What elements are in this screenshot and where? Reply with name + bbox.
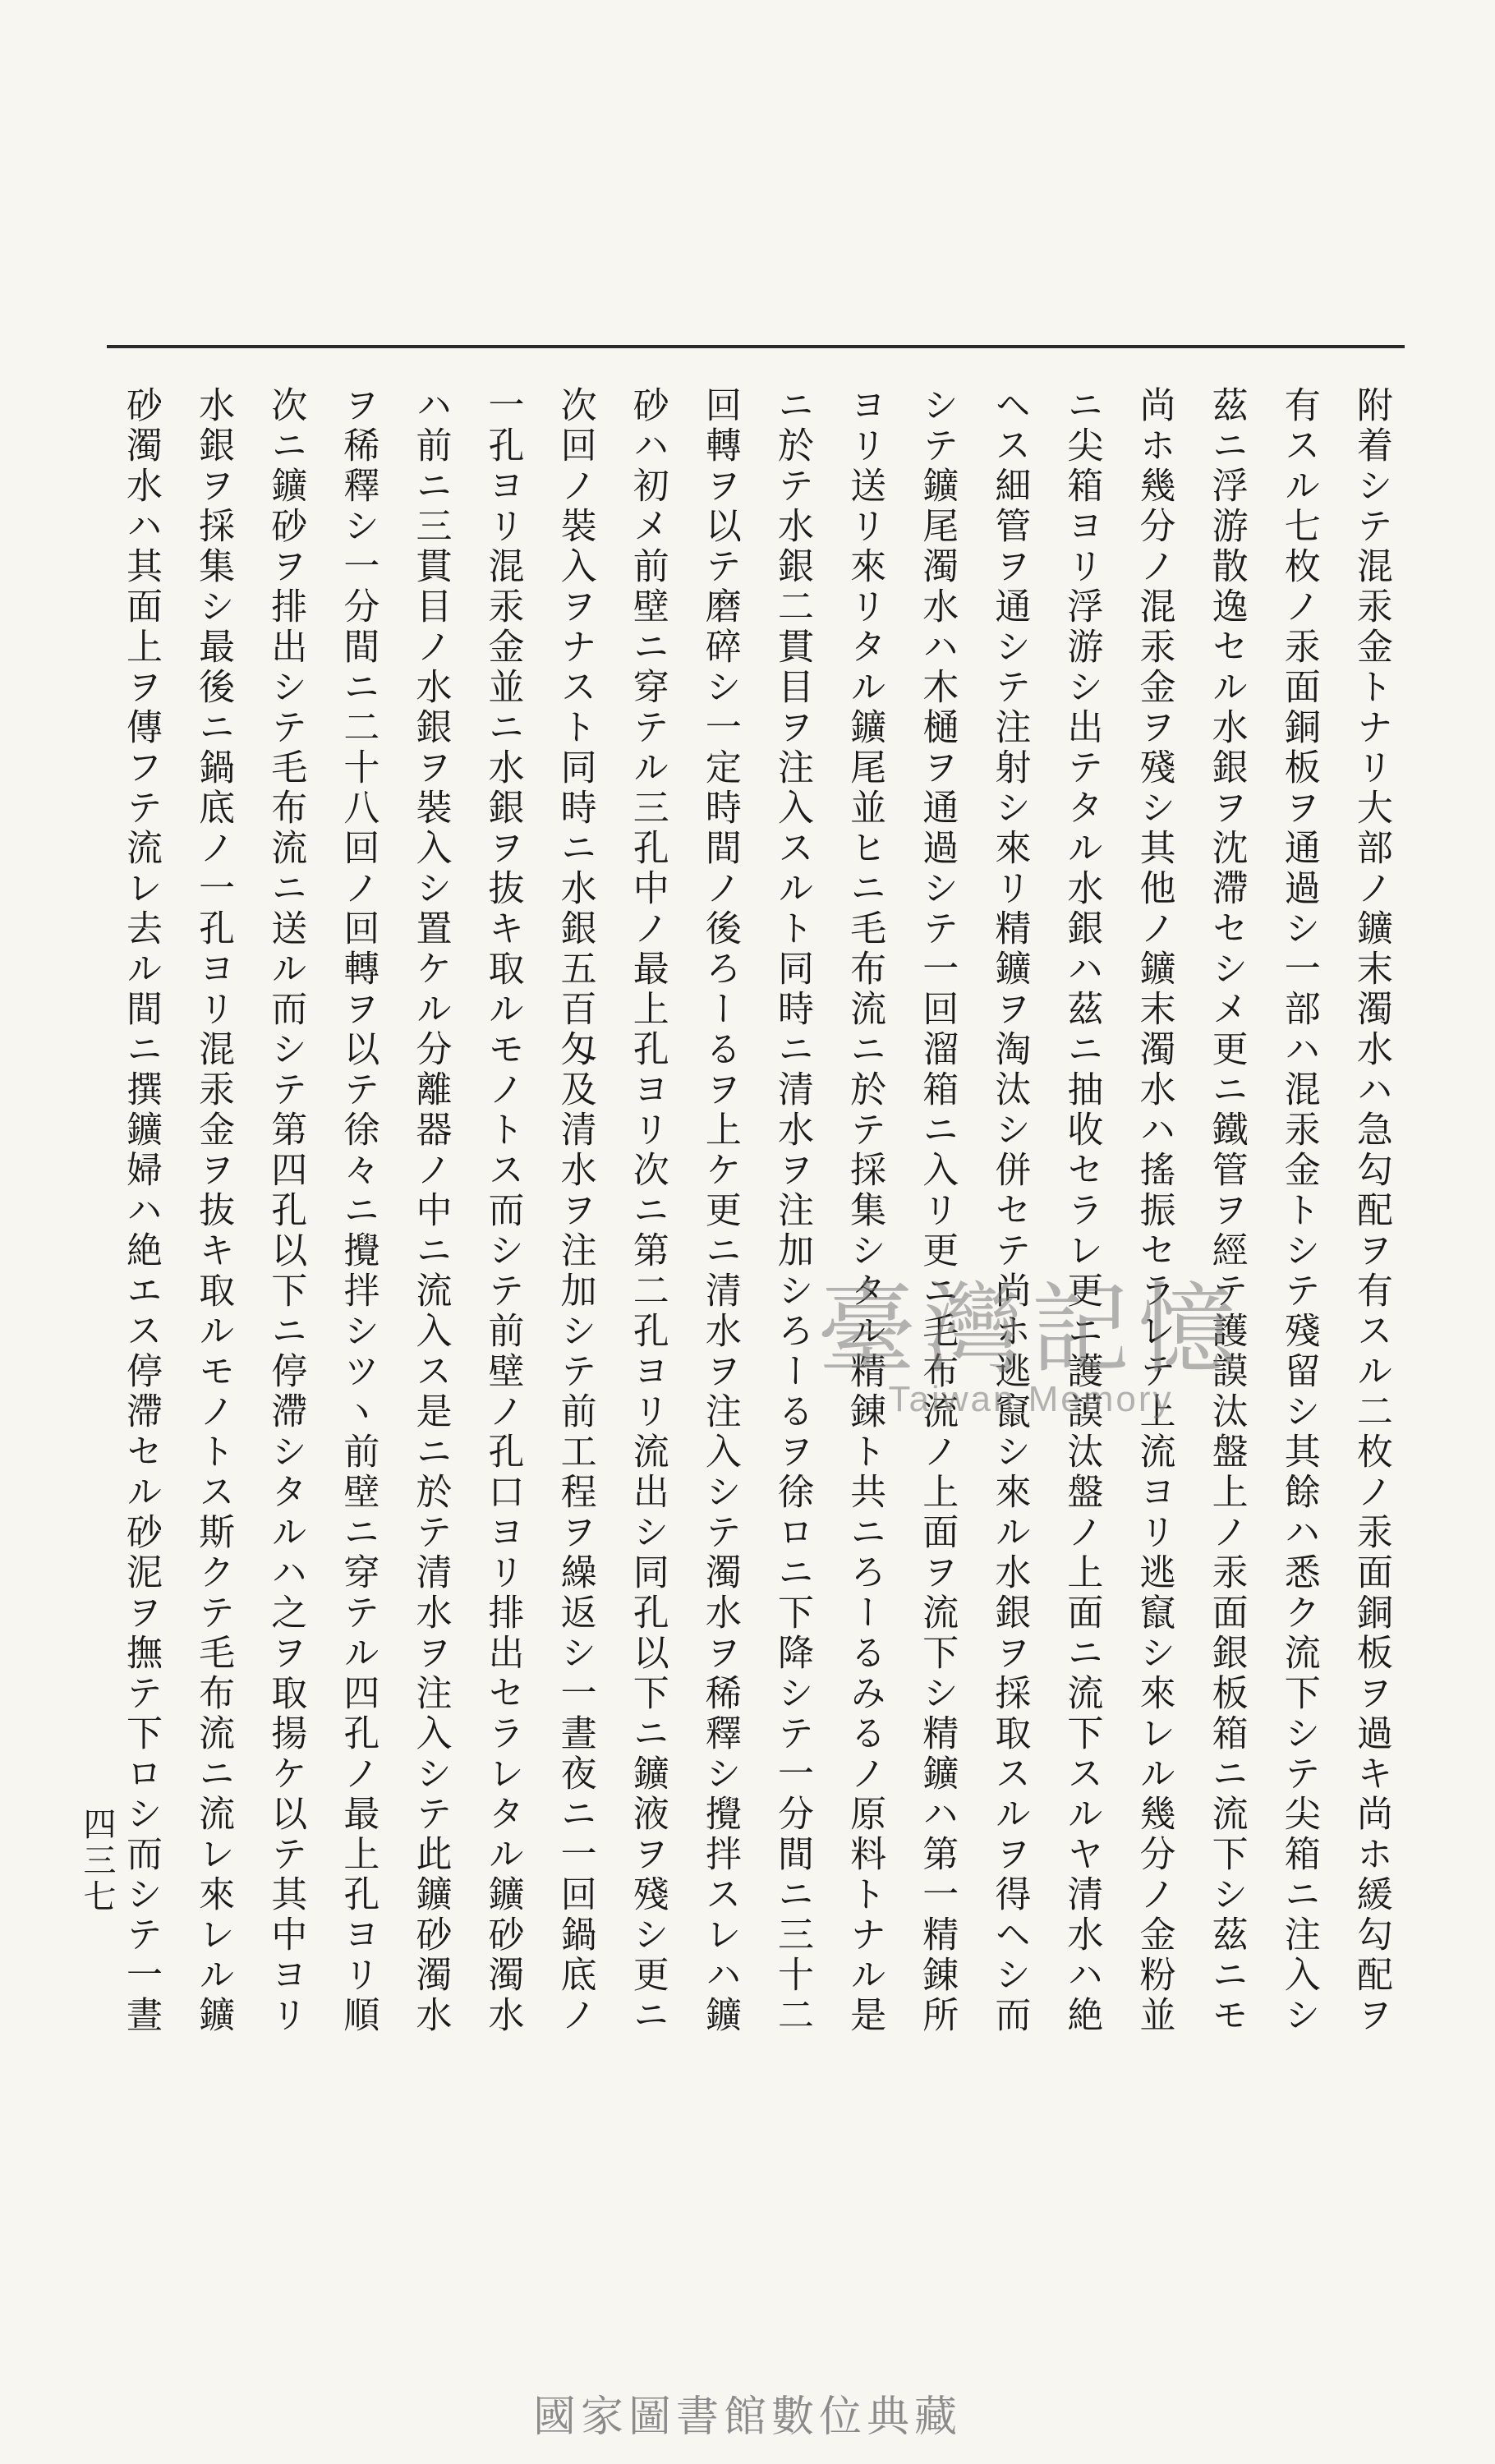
page-number: 四三七 [78, 1807, 116, 1915]
text-column-5: ニ尖箱ヨリ浮游シ出テタル水銀ハ茲ニ抽收セラレ更ニ護謨汰盤ノ上面ニ流下スルヤ清水ハ絶 [1060, 386, 1103, 2036]
text-column-13: 一孔ヨリ混汞金並ニ水銀ヲ抜キ取ルモノトス而シテ前壁ノ孔口ヨリ排出セラレタル鑛砂濁水 [481, 386, 524, 2036]
text-column-16: 次ニ鑛砂ヲ排出シテ毛布流ニ送ル而シテ第四孔以下ニ停滯シタルハ之ヲ取揚ケ以テ其中ヨリ [264, 386, 307, 2036]
header-rule [107, 345, 1405, 348]
text-column-8: ヨリ送リ來リタル鑛尾並ヒニ毛布流ニ於テ採集シタル精錬ト共ニろーるみるノ原料トナル是 [844, 386, 886, 2036]
footer-credit: 國家圖書館數位典藏 [532, 2393, 962, 2442]
text-column-3: 茲ニ浮游散逸セル水銀ヲ沈滯セシメ更ニ鐵管ヲ經テ護謨汰盤上ノ汞面銀板箱ニ流下シ茲ニモ [1205, 386, 1248, 2036]
watermark [768, 1273, 1294, 1420]
watermark-title: 臺灣記憶 [817, 1273, 1244, 1387]
text-column-4: 尚ホ幾分ノ混汞金ヲ殘シ其他ノ鑛末濁水ハ搖振セラレテ上流ヨリ逃竄シ來レル幾分ノ金粉並 [1133, 386, 1175, 2036]
text-column-14: ハ前ニ三貫目ノ水銀ヲ裝入シ置ケル分離器ノ中ニ流入ス是ニ於テ清水ヲ注入シテ此鑛砂濁水 [409, 386, 452, 2036]
text-column-12: 次回ノ裝入ヲナスト同時ニ水銀五百匁及清水ヲ注加シテ前工程ヲ繰返シ一晝夜ニ一回鍋底ノ [554, 386, 596, 2036]
text-column-17: 水銀ヲ採集シ最後ニ鍋底ノ一孔ヨリ混汞金ヲ抜キ取ルモノトス斯クテ毛布流ニ流レ來レル鑛 [192, 386, 235, 2036]
text-column-7: シテ鑛尾濁水ハ木樋ヲ通過シテ一回溜箱ニ入リ更ニ毛布流ノ上面ヲ流下シ精鑛ハ第一精錬所 [916, 386, 959, 2036]
text-column-18: 砂濁水ハ其面上ヲ傳フテ流レ去ル間ニ撰鑛婦ハ絶エス停滯セル砂泥ヲ撫テ下ロシ而シテ一晝 [120, 386, 162, 2036]
text-column-9: ニ於テ水銀二貫目ヲ注入スルト同時ニ清水ヲ注加シろーるヲ徐ロニ下降シテ一分間ニ三十二 [770, 386, 813, 2036]
text-column-2: 有スル七枚ノ汞面銅板ヲ通過シ一部ハ混汞金トシテ殘留シ其餘ハ悉ク流下シテ尖箱ニ注入シ [1277, 386, 1320, 2036]
text-column-11: 砂ハ初メ前壁ニ穿テル三孔中ノ最上孔ヨリ次ニ第二孔ヨリ流出シ同孔以下ニ鑛液ヲ殘シ更ニ [626, 386, 669, 2036]
text-column-10: 回轉ヲ以テ磨碎シ一定時間ノ後ろーるヲ上ケ更ニ清水ヲ注入シテ濁水ヲ稀釋シ攪拌スレハ鑛 [698, 386, 741, 2036]
text-column-1: 附着シテ混汞金トナリ大部ノ鑛末濁水ハ急勾配ヲ有スル二枚ノ汞面銅板ヲ過キ尚ホ緩勾配ヲ [1350, 386, 1392, 2036]
text-column-15: ヲ稀釋シ一分間ニ二十八回ノ回轉ヲ以テ徐々ニ攪拌シツヽ前壁ニ穿テル四孔ノ最上孔ヨリ順 [337, 386, 380, 2036]
watermark-subtitle: Taiwan Memory [888, 1379, 1174, 1419]
text-column-6: ヘス細管ヲ通シテ注射シ來リ精鑛ヲ淘汰シ併セテ尚ホ逃竄シ來ル水銀ヲ採取スルヲ得ヘシ而 [988, 386, 1031, 2036]
